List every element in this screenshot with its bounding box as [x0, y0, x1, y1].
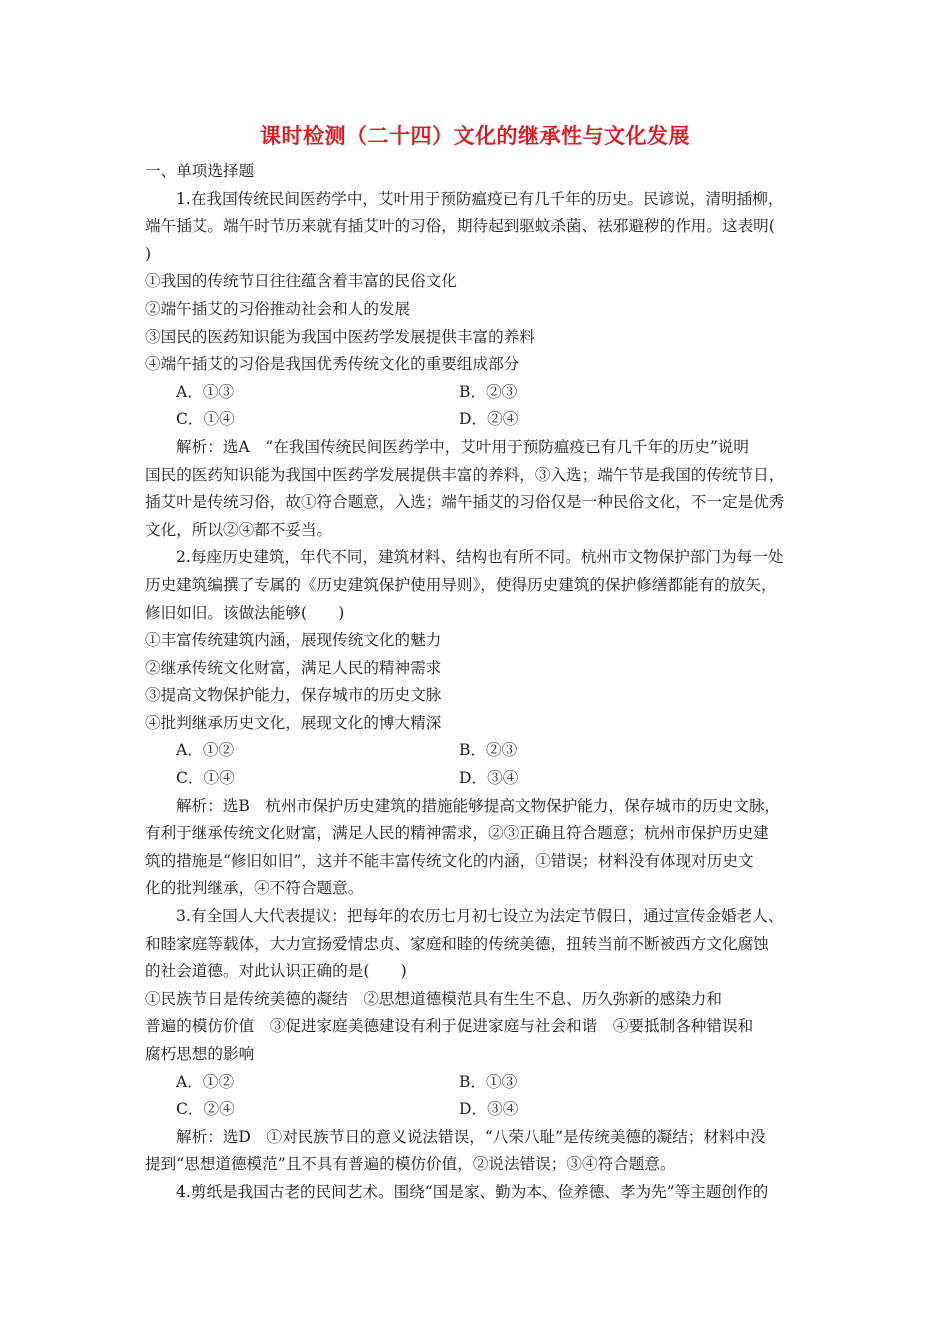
- question-stem-line: 1.在我国传统民间医药学中，艾叶用于预防瘟疫已有几千年的历史。民谚说，清明插柳，: [176, 189, 784, 208]
- answer-options-row: [145, 737, 808, 765]
- option-b: B．①③: [459, 1072, 518, 1091]
- option-d: D．②④: [459, 410, 519, 429]
- question-3: [145, 903, 808, 1179]
- answer-options-row: [145, 1069, 808, 1097]
- statement-item: ①我国的传统节日往往蕴含着丰富的民俗文化: [145, 272, 457, 291]
- question-stem-line: 和睦家庭等载体，大力宣扬爱情忠贞、家庭和睦的传统美德，扭转当前不断被西方文化腐蚀: [145, 934, 769, 953]
- question-stem-line: 的社会道德。对此认识正确的是( ): [145, 962, 407, 981]
- statement-item: 腐朽思想的影响: [145, 1045, 255, 1063]
- analysis-line: 化的批判继承，④不符合题意。: [145, 879, 364, 898]
- analysis-line: 插艾叶是传统习俗，故①符合题意，入选；端午插艾的习俗仅是一种民俗文化，不一定是优秀: [145, 493, 785, 512]
- option-c: C．①④: [176, 410, 235, 429]
- statement-item: 普遍的模仿价值 ③促进家庭美德建设有利于促进家庭与社会和谐 ④要抵制各种错误和: [145, 1017, 754, 1036]
- statement-item: ③国民的医药知识能为我国中医药学发展提供丰富的养料: [145, 327, 535, 346]
- statement-item: ①丰富传统建筑内涵，展现传统文化的魅力: [145, 631, 442, 650]
- question-stem-line: 3.有全国人大代表提议：把每年的农历七月初七设立为法定节假日，通过宣传金婚老人、: [176, 907, 784, 926]
- statement-item: ④端午插艾的习俗是我国优秀传统文化的重要组成部分: [145, 355, 520, 374]
- answer-options-row: [145, 1096, 808, 1124]
- option-b: B．②③: [459, 382, 518, 401]
- analysis-line: 筑的措施是“修旧如旧”，这并不能丰富传统文化的内涵，①错误；材料没有体现对历史文: [145, 851, 754, 870]
- statement-item: ②继承传统文化财富，满足人民的精神需求: [145, 658, 442, 677]
- option-a: A．①②: [176, 1072, 235, 1091]
- analysis-line: 提到“思想道德模范”且不具有普遍的模仿价值，②说法错误；③④符合题意。: [145, 1155, 676, 1174]
- option-d: D．③④: [459, 769, 519, 788]
- question-stem-line: 4.剪纸是我国古老的民间艺术。围绕“国是家、勤为本、俭养德、孝为先”等主题创作的: [176, 1182, 769, 1201]
- question-stem-line: 历史建筑编撰了专属的《历史建筑保护使用导则》，使得历史建筑的保护修缮都能有的放矢，: [145, 575, 777, 594]
- answer-options-row: [145, 406, 808, 434]
- analysis-line: 解析：选D ①对民族节日的意义说法错误，“八荣八耻”是传统美德的凝结；材料中没: [176, 1127, 766, 1146]
- option-c: C．②④: [176, 1100, 235, 1119]
- statement-item: ④批判继承历史文化，展现文化的博大精深: [145, 713, 442, 732]
- question-1: [145, 186, 808, 545]
- question-stem-line: 2.每座历史建筑，年代不同，建筑材料、结构也有所不同。杭州市文物保护部门为每一处: [176, 548, 784, 567]
- answer-options-row: [145, 765, 808, 793]
- analysis-line: 解析：选B 杭州市保护历史建筑的措施能够提高文物保护能力，保存城市的历史文脉，: [176, 796, 781, 815]
- question-stem-line: ): [145, 244, 152, 263]
- option-a: A．①③: [176, 382, 235, 401]
- analysis-line: 文化，所以②④都不妥当。: [145, 520, 333, 539]
- option-c: C．①④: [176, 769, 235, 788]
- question-2: [145, 544, 808, 903]
- statement-item: ②端午插艾的习俗推动社会和人的发展: [145, 299, 411, 318]
- section-heading: 一、单项选择题: [145, 162, 255, 180]
- option-a: A．①②: [176, 741, 235, 760]
- question-stem-line: 修旧如旧。该做法能够( ): [145, 603, 345, 622]
- analysis-line: 国民的医药知识能为我国中医药学发展提供丰富的养料，③入选；端午节是我国的传统节日，: [145, 465, 785, 484]
- document-body: [145, 158, 808, 1207]
- answer-options-row: [145, 379, 808, 407]
- analysis-line: 有利于继承传统文化财富，满足人民的精神需求，②③正确且符合题意；杭州市保护历史建: [145, 824, 769, 843]
- statement-item: ①民族节日是传统美德的凝结 ②思想道德模范具有生生不息、历久弥新的感染力和: [145, 989, 722, 1008]
- question-stem-line: 端午插艾。端午时节历来就有插艾叶的习俗，期待起到驱蚊杀菌、祛邪避秽的作用。这表明(: [145, 217, 775, 236]
- page-title: 课时检测（二十四）文化的继承性与文化发展: [260, 124, 690, 148]
- option-d: D．③④: [459, 1100, 519, 1119]
- question-4: [145, 1179, 808, 1207]
- statement-item: ③提高文物保护能力，保存城市的历史文脉: [145, 686, 442, 705]
- analysis-line: 解析：选A “在我国传统民间医药学中，艾叶用于预防瘟疫已有几千年的历史”说明: [176, 437, 749, 456]
- option-b: B．②③: [459, 741, 518, 760]
